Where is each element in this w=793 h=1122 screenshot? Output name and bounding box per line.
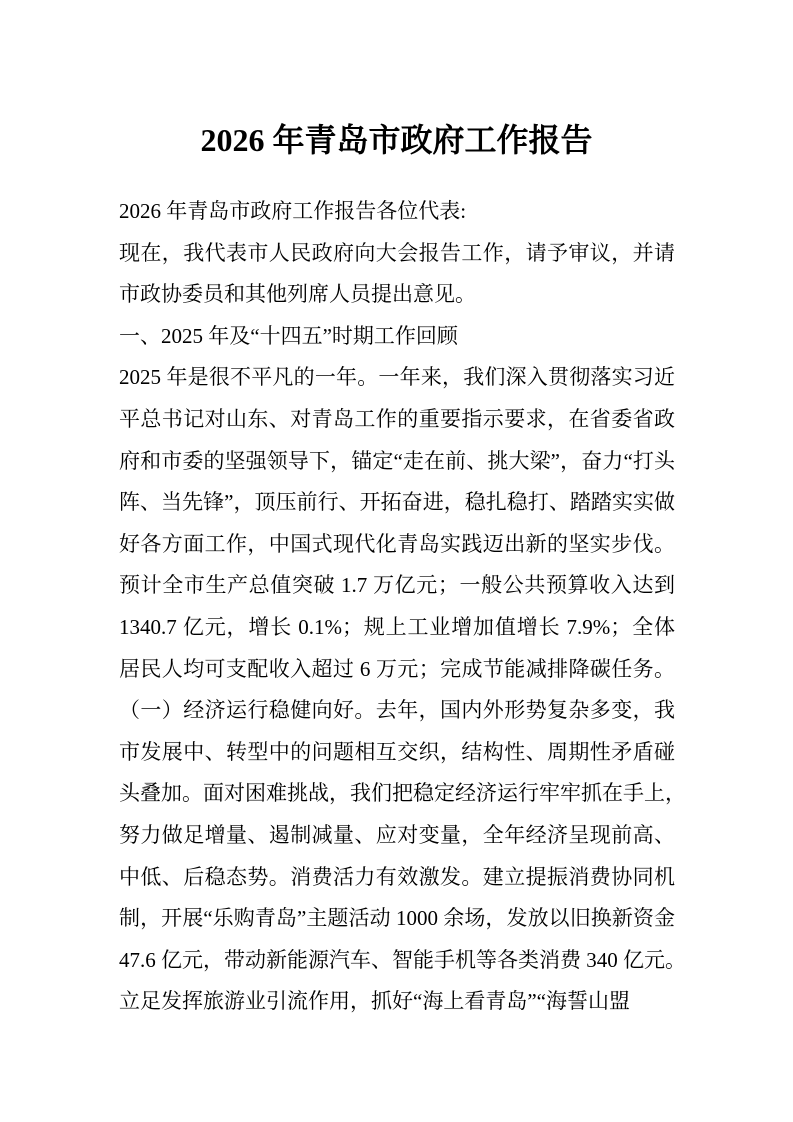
text-line: 市政协委员和其他列席人员提出意见。 bbox=[119, 282, 476, 307]
text-line: 立足发挥旅游业引流作用，抓好“海上看青岛”“海誓山盟 bbox=[119, 989, 630, 1014]
text-line: 制，开展“乐购青岛”主题活动 1000 余场，发放以旧换新资金 bbox=[119, 906, 675, 931]
text-line: 府和市委的坚强领导下，锚定“走在前、挑大梁”，奋力“打头 bbox=[119, 448, 675, 473]
text-line: 阵、当先锋”，顶压前行、开拓奋进，稳扎稳打、踏踏实实做 bbox=[119, 490, 675, 515]
text-line: 一、2025 年及“十四五”时期工作回顾 bbox=[119, 323, 458, 348]
text-line: 47.6 亿元，带动新能源汽车、智能手机等各类消费 340 亿元。 bbox=[119, 947, 686, 972]
text-line: 2025 年是很不平凡的一年。一年来，我们深入贯彻落实习近 bbox=[119, 365, 675, 390]
document-title: 2026 年青岛市政府工作报告 bbox=[200, 122, 593, 158]
text-line: 头叠加。面对困难挑战，我们把稳定经济运行牢牢抓在手上， bbox=[119, 781, 686, 806]
text-line: 平总书记对山东、对青岛工作的重要指示要求，在省委省政 bbox=[119, 406, 675, 431]
text-line: 市发展中、转型中的问题相互交织，结构性、周期性矛盾碰 bbox=[119, 739, 675, 764]
text-line: 2026 年青岛市政府工作报告各位代表: bbox=[119, 199, 467, 223]
text-line: 好各方面工作，中国式现代化青岛实践迈出新的坚实步伐。 bbox=[119, 531, 675, 556]
text-line: 预计全市生产总值突破 1.7 万亿元；一般公共预算收入达到 bbox=[119, 573, 675, 598]
text-line: （一）经济运行稳健向好。去年，国内外形势复杂多变，我 bbox=[119, 698, 675, 723]
text-line: 1340.7 亿元，增长 0.1%；规上工业增加值增长 7.9%；全体 bbox=[119, 614, 675, 639]
text-line: 现在，我代表市人民政府向大会报告工作，请予审议，并请 bbox=[119, 240, 675, 265]
text-line: 努力做足增量、遏制减量、应对变量，全年经济呈现前高、 bbox=[119, 822, 675, 847]
text-line: 居民人均可支配收入超过 6 万元；完成节能减排降碳任务。 bbox=[119, 656, 675, 681]
text-line: 中低、后稳态势。消费活力有效激发。建立提振消费协同机 bbox=[119, 864, 675, 889]
document-body bbox=[119, 191, 686, 1023]
